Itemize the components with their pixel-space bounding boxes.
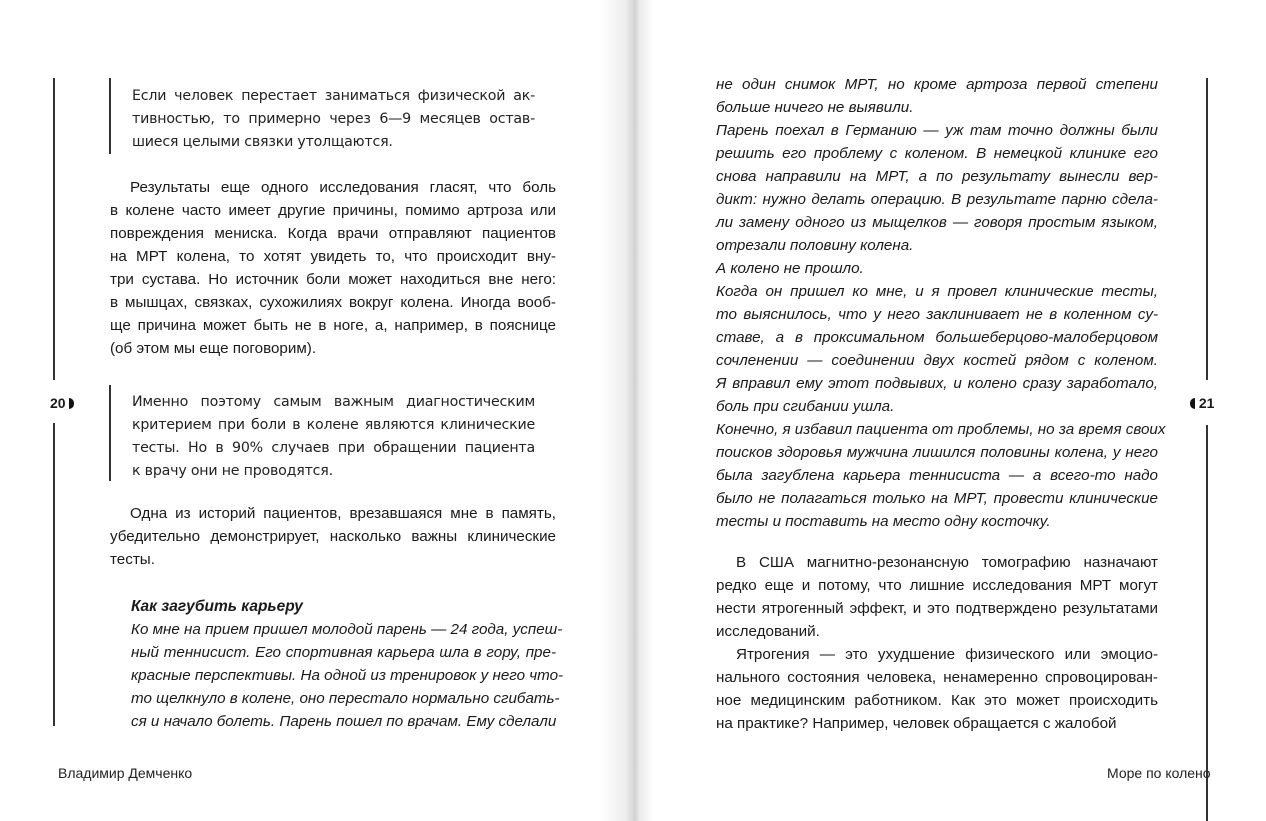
text-line: боль при сгибании ушла.: [716, 398, 895, 415]
text-line: ся и начало болеть. Парень пошел по врачам. Ему сделали: [131, 713, 557, 730]
text-line: А колено не прошло.: [716, 260, 864, 277]
footer-book-title: Море по колено: [1107, 765, 1211, 781]
text-line: была загублена карьера теннисиста — а всего-то надо: [716, 467, 1158, 484]
text-line: на МРТ колена, то хотят увидеть то, что происходит вну-: [110, 248, 556, 265]
text-line: то выяснилось, что у него заклинивает не в коленном су-: [716, 306, 1158, 323]
text-line: Я вправил ему этот подвывих, и колено сразу заработало,: [716, 375, 1158, 392]
text-line: три сустава. Но источник боли может находиться вне него:: [110, 271, 556, 288]
margin-rule: [53, 78, 55, 380]
paragraph-2: [110, 502, 556, 571]
text-line: Когда он пришел ко мне, и я провел клинические тесты,: [716, 283, 1158, 300]
page-number-text: 20: [50, 395, 66, 411]
text-line: нести ятрогенный эффект, и это подтверждено результатами: [716, 600, 1158, 617]
text-line: на практике? Например, человек обращается с жалобой: [716, 715, 1117, 732]
text-line: ли замену одного из мыщелков — говоря простым языком,: [716, 214, 1158, 231]
text-line: В США магнитно-резонансную томографию назначают: [736, 554, 1158, 571]
text-line: редко еще и потому, что лишние исследования МРТ могут: [716, 577, 1158, 594]
text-line: тесты и поставить на место одну косточку.: [716, 513, 1051, 530]
text-line: убедительно демонстрирует, насколько важны клинические: [110, 528, 556, 545]
text-line: Именно поэтому самым важным диагностическим: [132, 394, 535, 410]
text-line: Ятрогения — это ухудшение физического или эмоцио-: [736, 646, 1158, 663]
text-line: дикт: нужно делать операцию. В результате парню сдела-: [716, 191, 1158, 208]
half-circle-icon: [1190, 398, 1195, 409]
paragraph-3: [716, 551, 1158, 643]
text-line: тесты.: [110, 551, 155, 568]
text-line: Парень поехал в Германию — уж там точно должны были: [716, 122, 1158, 139]
text-line: было не полагаться только на МРТ, провести клинические: [716, 490, 1158, 507]
text-line: снова направили на МРТ, а по результату вынесли вер-: [716, 168, 1158, 185]
margin-rule: [53, 423, 55, 726]
pull-quote-2: [132, 391, 535, 483]
text-line: шиеся целыми связки утолщаются.: [132, 134, 393, 150]
text-line: исследований.: [716, 623, 820, 640]
margin-rule: [1206, 425, 1208, 821]
margin-rule: [1206, 78, 1208, 380]
text-line: Если человек перестает заниматься физической ак-: [132, 88, 535, 104]
text-line: ще причина может быть не в ноге, а, например, в пояснице: [110, 317, 556, 334]
text-line: то щелкнуло в колене, оно перестало нормально сгибать-: [131, 690, 560, 707]
text-line: повреждения мениска. Когда врачи отправляют пациентов: [110, 225, 556, 242]
text-line: красные перспективы. На одной из тренировок у него что-: [131, 667, 564, 684]
text-line: Ко мне на прием пришел молодой парень — 24 года, успеш-: [131, 621, 563, 638]
story-heading: Как загубить карьеру: [131, 598, 303, 615]
text-line: не один снимок МРТ, но кроме артроза первой степени: [716, 76, 1158, 93]
story-text: [131, 618, 564, 733]
quote-bar: [109, 385, 111, 481]
page-number: [1190, 394, 1214, 412]
half-circle-icon: [69, 398, 74, 409]
text-line: в колене часто имеет другие причины, помимо артроза или: [110, 202, 556, 219]
pull-quote-1: [132, 85, 535, 154]
text-line: критерием при боли в колене являются клинические: [132, 417, 535, 433]
text-line: поисков здоровья мужчина лишился половины колена, у него: [716, 444, 1158, 461]
paragraph-4: [716, 643, 1158, 735]
text-line: отрезали половину колена.: [716, 237, 914, 254]
text-line: Одна из историй пациентов, врезавшаяся мне в память,: [130, 505, 556, 522]
page-number: [50, 394, 74, 412]
text-line: ставе, а в проксимальном большеберцово-малоберцовом: [716, 329, 1158, 346]
text-line: Результаты еще одного исследования гласят, что боль: [130, 179, 556, 196]
text-line: к врачу они не проводятся.: [132, 463, 333, 479]
page-number-text: 21: [1198, 395, 1215, 411]
text-line: решить его проблему с коленом. В немецкой клинике его: [716, 145, 1158, 162]
text-line: тесты. Но в 90% случаев при обращении пациента: [132, 440, 535, 456]
text-line: нального состояния человека, ненамеренно спровоцирован-: [716, 669, 1158, 686]
paragraph-1: [110, 176, 556, 360]
text-line: ное медицинским работником. Как это может происходить: [716, 692, 1158, 709]
text-line: больше ничего не выявили.: [716, 99, 914, 116]
text-line: (об этом мы еще поговорим).: [110, 340, 317, 357]
text-line: тивностью, то примерно через 6—9 месяцев остав-: [132, 111, 535, 127]
footer-author: Владимир Демченко: [58, 765, 193, 781]
text-line: Конечно, я избавил пациента от проблемы, но за время своих: [716, 421, 1166, 438]
right-page: [634, 0, 1266, 821]
story-continuation: [716, 73, 1166, 533]
text-line: ный теннисист. Его спортивная карьера шла в гору, пре-: [131, 644, 556, 661]
text-line: в мышцах, связках, сухожилиях вокруг колена. Иногда вооб-: [110, 294, 556, 311]
text-line: сочленении — соединении двух костей рядом с коленом.: [716, 352, 1158, 369]
quote-bar: [109, 78, 111, 154]
